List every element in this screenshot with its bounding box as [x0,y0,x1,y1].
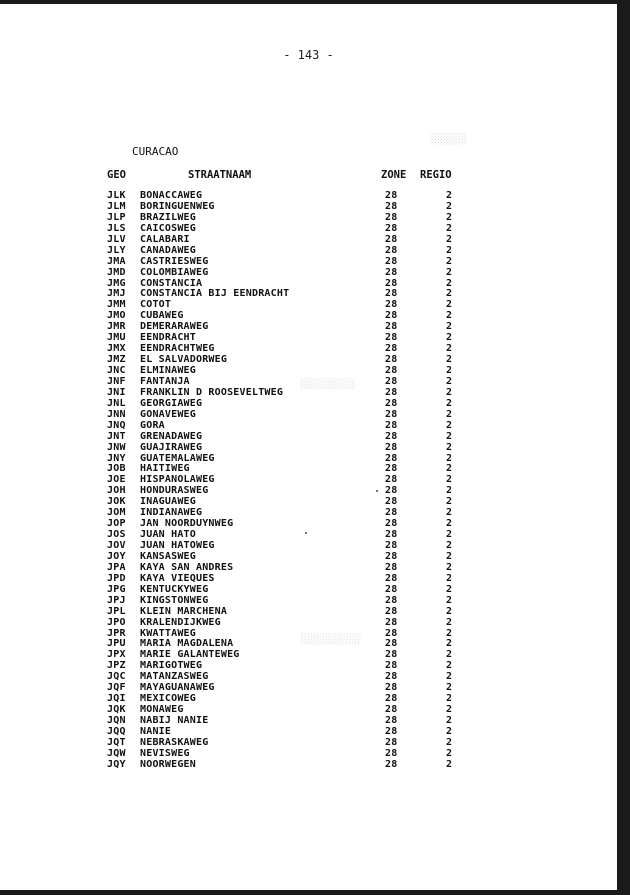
zone-value: 28 [385,211,398,223]
table-row [0,201,617,212]
regio-value: 2 [446,190,453,201]
regio-value: 2 [446,397,453,409]
table-row [0,671,617,682]
zone-value: 28 [385,288,398,300]
zone-value: 28 [385,419,398,431]
geo-code: JNL [107,397,126,409]
street-name: BONACCAWEG [140,190,203,201]
table-row [0,387,617,398]
street-name: CONSTANCIA BIJ EENDRACHT [140,288,290,300]
table-row [0,606,617,617]
geo-code: JOK [107,496,126,508]
zone-value: 28 [385,758,398,770]
table-row [0,376,617,387]
zone-value: 28 [385,660,398,672]
regio-value: 2 [446,408,453,420]
street-name: GONAVEWEG [140,408,196,420]
street-name: FANTANJA [140,375,190,387]
table-row [0,234,617,245]
street-name: CASTRIESWEG [140,255,209,267]
zone-value: 28 [385,386,398,398]
regio-value: 2 [446,747,453,759]
geo-code: JOB [107,463,126,475]
geo-code: JPL [107,605,126,617]
zone-value: 28 [385,354,398,366]
table-row [0,595,617,606]
zone-value: 28 [385,605,398,617]
geo-code: JMD [107,266,126,278]
zone-value: 28 [385,299,398,311]
page-number: - 143 - [283,48,334,62]
regio-value: 2 [446,572,453,584]
street-name: KANSASWEG [140,550,196,562]
document-page [0,4,617,890]
regio-value: 2 [446,222,453,234]
geo-code: JQC [107,671,126,683]
table-row [0,584,617,595]
geo-code: JLK [107,190,126,201]
zone-value: 28 [385,507,398,519]
zone-value: 28 [385,649,398,661]
street-name: NEVISWEG [140,747,190,759]
street-name: GUAJIRAWEG [140,441,203,453]
bleed-through-decoration: ░░░░░░ [430,134,467,145]
regio-value: 2 [446,321,453,333]
street-name: NEBRASKAWEG [140,736,209,748]
street-name: MAYAGUANAWEG [140,682,215,694]
regio-value: 2 [446,288,453,300]
table-row [0,748,617,759]
street-name: HONDURASWEG [140,485,209,497]
street-name: COTOT [140,299,172,311]
regio-value: 2 [446,605,453,617]
table-row [0,540,617,551]
geo-code: JQY [107,758,126,770]
regio-value: 2 [446,638,453,650]
zone-value: 28 [385,430,398,442]
table-row [0,660,617,671]
street-name: BRAZILWEG [140,211,196,223]
geo-code: JOE [107,474,126,486]
regio-value: 2 [446,758,453,770]
zone-value: 28 [385,365,398,376]
zone-value: 28 [385,485,398,497]
regio-value: 2 [446,496,453,508]
zone-value: 28 [385,474,398,486]
table-row [0,617,617,628]
regio-value: 2 [446,200,453,212]
table-row [0,737,617,748]
regio-value: 2 [446,365,453,376]
table-row [0,573,617,584]
table-row [0,507,617,518]
zone-value: 28 [385,540,398,551]
regio-value: 2 [446,540,453,551]
table-row [0,485,617,496]
regio-value: 2 [446,704,453,716]
street-name: NOORWEGEN [140,758,196,770]
zone-value: 28 [385,725,398,737]
street-name: CANADAWEG [140,244,196,256]
regio-value: 2 [446,627,453,639]
geo-code: JPX [107,649,126,661]
zone-value: 28 [385,321,398,333]
street-name: ELMINAWEG [140,365,196,376]
regio-value: 2 [446,474,453,486]
table-row [0,212,617,223]
regio-value: 2 [446,682,453,694]
regio-value: 2 [446,583,453,595]
street-name: HAITIWEG [140,463,190,475]
street-name: NABIJ NANIE [140,715,209,726]
street-name: KLEIN MARCHENA [140,605,228,617]
regio-value: 2 [446,507,453,519]
zone-value: 28 [385,671,398,683]
geo-code: JOV [107,540,126,551]
regio-value: 2 [446,452,453,464]
geo-code: JNQ [107,419,126,431]
regio-value: 2 [446,277,453,289]
street-name: KWATTAWEG [140,627,196,639]
table-row [0,321,617,332]
zone-value: 28 [385,190,398,201]
table-row [0,496,617,507]
zone-value: 28 [385,222,398,234]
regio-value: 2 [446,419,453,431]
street-name: GORA [140,419,165,431]
regio-value: 2 [446,244,453,256]
street-name: EENDRACHT [140,332,196,344]
zone-value: 28 [385,704,398,716]
regio-value: 2 [446,430,453,442]
zone-value: 28 [385,550,398,562]
street-name: FRANKLIN D ROOSEVELTWEG [140,386,284,398]
regio-value: 2 [446,660,453,672]
zone-value: 28 [385,594,398,606]
geo-code: JLM [107,200,126,212]
table-row [0,453,617,464]
table-row [0,518,617,529]
geo-code: JQT [107,736,126,748]
street-name: COLOMBIAWEG [140,266,209,278]
geo-code: JLV [107,233,126,245]
zone-value: 28 [385,682,398,694]
zone-value: 28 [385,693,398,705]
street-name: JUAN HATO [140,529,196,541]
street-list [0,190,617,770]
regio-value: 2 [446,594,453,606]
column-header-zone: ZONE [381,169,407,181]
table-row [0,715,617,726]
geo-code: JMG [107,277,126,289]
geo-code: JMX [107,343,126,355]
geo-code: JPR [107,627,126,639]
regio-value: 2 [446,332,453,344]
geo-code: JNI [107,386,126,398]
street-name: CONSTANCIA [140,277,203,289]
street-name: GUATEMALAWEG [140,452,215,464]
geo-code: JQW [107,747,126,759]
zone-value: 28 [385,452,398,464]
island-heading: CURACAO [132,145,179,158]
regio-value: 2 [446,518,453,530]
street-name: MONAWEG [140,704,184,716]
table-row [0,529,617,540]
geo-code: JMR [107,321,126,333]
street-name: JAN NOORDUYNWEG [140,518,234,530]
table-row [0,190,617,201]
table-row [0,223,617,234]
geo-code: JMU [107,332,126,344]
zone-value: 28 [385,638,398,650]
table-row [0,463,617,474]
street-name: BORINGUENWEG [140,200,215,212]
zone-value: 28 [385,332,398,344]
table-row [0,420,617,431]
regio-value: 2 [446,299,453,311]
street-name: KRALENDIJKWEG [140,616,221,628]
street-name: KAYA SAN ANDRES [140,561,234,573]
street-name: KINGSTONWEG [140,594,209,606]
zone-value: 28 [385,441,398,453]
geo-code: JMJ [107,288,126,300]
street-name: CAICOSWEG [140,222,196,234]
regio-value: 2 [446,715,453,726]
regio-value: 2 [446,343,453,355]
table-row [0,278,617,289]
zone-value: 28 [385,233,398,245]
regio-value: 2 [446,693,453,705]
geo-code: JOP [107,518,126,530]
geo-code: JNW [107,441,126,453]
table-row [0,474,617,485]
regio-value: 2 [446,375,453,387]
table-row [0,682,617,693]
zone-value: 28 [385,747,398,759]
zone-value: 28 [385,627,398,639]
column-header-regio: REGIO [420,169,452,181]
zone-value: 28 [385,463,398,475]
street-name: INDIANAWEG [140,507,203,519]
zone-value: 28 [385,200,398,212]
geo-code: JPG [107,583,126,595]
table-row [0,442,617,453]
speck-mark [376,490,378,492]
street-name: MARIGOTWEG [140,660,203,672]
geo-code: JPO [107,616,126,628]
regio-value: 2 [446,529,453,541]
regio-value: 2 [446,386,453,398]
regio-value: 2 [446,233,453,245]
geo-code: JPD [107,572,126,584]
table-row [0,638,617,649]
geo-code: JNF [107,375,126,387]
street-name: EL SALVADORWEG [140,354,228,366]
table-row [0,365,617,376]
street-name: HISPANOLAWEG [140,474,215,486]
geo-code: JNN [107,408,126,420]
zone-value: 28 [385,375,398,387]
zone-value: 28 [385,255,398,267]
geo-code: JNY [107,452,126,464]
regio-value: 2 [446,649,453,661]
street-name: MARIE GALANTEWEG [140,649,240,661]
zone-value: 28 [385,518,398,530]
regio-value: 2 [446,354,453,366]
zone-value: 28 [385,343,398,355]
column-header-street: STRAATNAAM [188,169,252,181]
regio-value: 2 [446,561,453,573]
zone-value: 28 [385,277,398,289]
zone-value: 28 [385,408,398,420]
table-row [0,759,617,770]
street-name: INAGUAWEG [140,496,196,508]
bleed-through-decoration: ░░░░░░░░░░ [300,634,361,645]
table-row [0,649,617,660]
table-row [0,299,617,310]
regio-value: 2 [446,266,453,278]
zone-value: 28 [385,266,398,278]
street-name: MATANZASWEG [140,671,209,683]
geo-code: JLP [107,211,126,223]
regio-value: 2 [446,255,453,267]
geo-code: JQI [107,693,126,705]
regio-value: 2 [446,211,453,223]
geo-code: JMA [107,255,126,267]
table-row [0,256,617,267]
regio-value: 2 [446,441,453,453]
table-row [0,562,617,573]
geo-code: JLY [107,244,126,256]
geo-code: JNC [107,365,126,376]
zone-value: 28 [385,310,398,322]
zone-value: 28 [385,736,398,748]
geo-code: JQQ [107,725,126,737]
geo-code: JNT [107,430,126,442]
geo-code: JQK [107,704,126,716]
street-name: NANIE [140,725,172,737]
table-row [0,628,617,639]
zone-value: 28 [385,244,398,256]
table-row [0,693,617,704]
zone-value: 28 [385,561,398,573]
street-name: MEXICOWEG [140,693,196,705]
street-name: KAYA VIEQUES [140,572,215,584]
street-name: JUAN HATOWEG [140,540,215,551]
geo-code: JOM [107,507,126,519]
geo-code: JMM [107,299,126,311]
table-row [0,354,617,365]
street-name: GEORGIAWEG [140,397,203,409]
table-row [0,343,617,354]
geo-code: JLS [107,222,126,234]
regio-value: 2 [446,463,453,475]
geo-code: JOS [107,529,126,541]
zone-value: 28 [385,572,398,584]
street-name: DEMERARAWEG [140,321,209,333]
table-row [0,551,617,562]
geo-code: JOY [107,550,126,562]
table-row [0,267,617,278]
street-name: MARIA MAGDALENA [140,638,234,650]
regio-value: 2 [446,725,453,737]
regio-value: 2 [446,671,453,683]
table-row [0,704,617,715]
table-row [0,409,617,420]
zone-value: 28 [385,616,398,628]
regio-value: 2 [446,550,453,562]
geo-code: JOH [107,485,126,497]
table-row [0,398,617,409]
geo-code: JMO [107,310,126,322]
regio-value: 2 [446,736,453,748]
street-name: KENTUCKYWEG [140,583,209,595]
regio-value: 2 [446,485,453,497]
table-row [0,726,617,737]
street-name: CALABARI [140,233,190,245]
zone-value: 28 [385,496,398,508]
bleed-through-decoration: ░░░░░░░░░ [300,379,355,390]
table-row [0,288,617,299]
geo-code: JPZ [107,660,126,672]
regio-value: 2 [446,616,453,628]
table-row [0,310,617,321]
geo-code: JPU [107,638,126,650]
speck-mark [305,532,307,534]
column-header-geo: GEO [107,169,126,181]
geo-code: JPJ [107,594,126,606]
geo-code: JQF [107,682,126,694]
table-row [0,431,617,442]
regio-value: 2 [446,310,453,322]
table-row [0,245,617,256]
street-name: GRENADAWEG [140,430,203,442]
zone-value: 28 [385,583,398,595]
table-row [0,332,617,343]
zone-value: 28 [385,529,398,541]
geo-code: JQN [107,715,126,726]
geo-code: JPA [107,561,126,573]
zone-value: 28 [385,397,398,409]
street-name: EENDRACHTWEG [140,343,215,355]
zone-value: 28 [385,715,398,726]
street-name: CUBAWEG [140,310,184,322]
geo-code: JMZ [107,354,126,366]
